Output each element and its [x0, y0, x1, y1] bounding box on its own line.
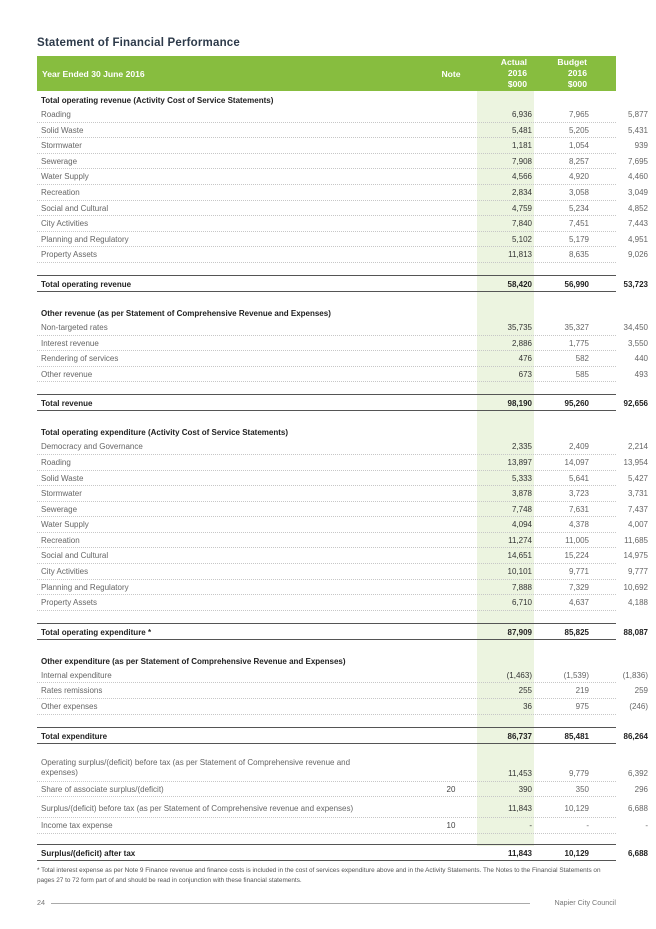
organisation-name: Napier City Council [554, 898, 616, 907]
row-value: 4,920 [568, 172, 589, 182]
row-value: 4,637 [568, 598, 589, 608]
row-value: (1,836) [622, 670, 648, 680]
row-value: 7,840 [511, 219, 532, 229]
row-value: 7,695 [627, 156, 648, 166]
row-value: 975 [575, 702, 589, 712]
row-value: 3,723 [568, 489, 589, 499]
row-label: Stormwater [41, 141, 82, 151]
row-value: 9,777 [627, 567, 648, 577]
row-label: Recreation [41, 535, 80, 545]
row-value: 5,641 [568, 473, 589, 483]
associate-surplus-row: Share of associate surplus/(deficit) 20 390 350 296 [37, 782, 616, 798]
table-row [37, 580, 648, 596]
row-label: Other expenses [41, 702, 98, 712]
row-label: Property Assets [41, 250, 98, 260]
row-value: 10,101 [507, 567, 532, 577]
row-value: 8,635 [568, 250, 589, 260]
row-label: Interest revenue [41, 338, 99, 348]
row-value: 4,759 [511, 203, 532, 213]
row-value: 7,965 [568, 110, 589, 119]
row-value: 2,886 [511, 338, 532, 348]
table-row [37, 320, 648, 336]
row-value: 11,813 [508, 250, 532, 260]
row-value: 3,049 [627, 187, 648, 197]
budget-2016-header: Budget 2016 $000 [557, 57, 587, 89]
table-row [37, 247, 648, 263]
row-label: Roading [41, 110, 71, 119]
footer-rule [51, 903, 530, 904]
table-row [37, 486, 648, 502]
row-value: 36 [523, 702, 532, 712]
row-label: Solid Waste [41, 125, 84, 135]
row-value: 582 [575, 354, 589, 364]
row-value: 5,333 [511, 473, 532, 483]
row-value: 7,748 [511, 504, 532, 514]
row-value: 13,897 [507, 457, 532, 467]
row-value: 219 [575, 686, 589, 696]
row-value: 585 [575, 369, 589, 379]
row-value: 4,094 [511, 520, 532, 530]
row-label: Solid Waste [41, 473, 84, 483]
row-value: 3,058 [568, 187, 589, 197]
row-value: 35,327 [564, 322, 589, 332]
row-value: (246) [629, 702, 648, 712]
row-label: Recreation [41, 187, 80, 197]
table-row [37, 668, 648, 684]
row-label: Sewerage [41, 504, 78, 514]
financial-table [37, 91, 648, 861]
row-label: Planning and Regulatory [41, 582, 129, 592]
row-value: 6,936 [511, 110, 532, 119]
row-value: 5,234 [568, 203, 589, 213]
footnote: * Total interest expense as per Note 9 Finance revenue and finance costs is included in the cost of services expenditure above and in the Activity Statements. The Notes to the Financial Statements on pages 27 to 72 form part of and should be read in conjunction with these financial statements. [37, 867, 601, 884]
row-value: 11,685 [624, 535, 648, 545]
row-label: Planning and Regulatory [41, 234, 129, 244]
page-footer [37, 898, 616, 910]
surplus-after-tax-row: Surplus/(deficit) after tax 11,843 10,129 6,688 [37, 844, 616, 861]
row-label: Non-targeted rates [41, 322, 108, 332]
table-row [37, 185, 648, 201]
row-value: 440 [634, 354, 648, 364]
row-value: 4,460 [627, 172, 648, 182]
table-row [37, 595, 648, 611]
row-value: 939 [634, 141, 648, 151]
row-value: 255 [518, 686, 532, 696]
row-value: 4,007 [627, 520, 648, 530]
total-row: Total expenditure 86,737 85,481 86,264 [37, 727, 616, 744]
row-label: Social and Cultural [41, 203, 109, 213]
table-row [37, 548, 648, 564]
row-label: Internal expenditure [41, 670, 112, 680]
table-row [37, 455, 648, 471]
page-title: Statement of Financial Performance [37, 37, 240, 49]
table-row [37, 533, 648, 549]
actual-2016-header: Actual 2016 $000 [500, 57, 527, 89]
row-value: 9,771 [568, 567, 589, 577]
row-value: 4,188 [627, 598, 648, 608]
row-value: 5,481 [511, 125, 532, 135]
surplus-before-tax-row: Surplus/(deficit) before tax (as per Statement of Comprehensive revenue and expenses) 11,843 10,129 6,688 [37, 797, 616, 818]
row-value: 476 [518, 354, 532, 364]
row-value: 7,888 [511, 582, 532, 592]
row-value: 11,274 [508, 535, 532, 545]
row-value: 7,437 [627, 504, 648, 514]
row-value: 7,451 [568, 219, 589, 229]
row-value: 3,550 [627, 338, 648, 348]
row-value: 14,975 [623, 551, 648, 561]
section-heading: Other revenue (as per Statement of Comprehensive Revenue and Expenses) [41, 308, 331, 318]
row-value: 5,102 [511, 234, 532, 244]
table-row [37, 154, 648, 170]
row-value: (1,539) [563, 670, 589, 680]
row-value: 259 [634, 686, 648, 696]
table-row [37, 517, 648, 533]
row-value: 2,834 [511, 187, 532, 197]
row-value: 5,205 [568, 125, 589, 135]
row-value: 673 [518, 369, 532, 379]
table-row [37, 564, 648, 580]
total-row: Total operating expenditure * 87,909 85,825 88,087 [37, 623, 616, 640]
row-value: 3,878 [511, 489, 532, 499]
table-row [37, 367, 648, 383]
actual-2015-header: Actual 2015 $000 [621, 57, 648, 89]
row-label: Water Supply [41, 172, 89, 182]
row-value: 4,378 [568, 520, 589, 530]
row-label: Stormwater [41, 489, 82, 499]
income-tax-row: Income tax expense 10 - - - [37, 818, 616, 834]
row-value: 11,005 [565, 535, 589, 545]
row-value: 7,908 [511, 156, 532, 166]
row-label: Water Supply [41, 520, 89, 530]
year-label: Year Ended 30 June 2016 [42, 69, 145, 79]
row-value: 34,450 [623, 322, 648, 332]
row-value: 4,852 [627, 203, 648, 213]
row-value: 1,054 [568, 141, 589, 151]
table-row [37, 232, 648, 248]
row-value: 8,257 [568, 156, 589, 166]
row-label: Other revenue [41, 369, 93, 379]
row-label: Social and Cultural [41, 551, 109, 561]
row-value: 3,731 [627, 489, 648, 499]
table-row [37, 502, 648, 518]
table-row [37, 439, 648, 455]
row-value: 14,651 [507, 551, 532, 561]
row-value: 5,431 [627, 125, 648, 135]
page-number: 24 [37, 898, 45, 907]
note-column-header: Note [441, 69, 461, 79]
table-row [37, 216, 648, 232]
row-value: 9,026 [627, 250, 648, 260]
table-row [37, 336, 648, 352]
table-row [37, 683, 648, 699]
row-label: City Activities [41, 219, 89, 229]
total-row: Total revenue 98,190 95,260 92,656 [37, 394, 616, 411]
table-row [37, 107, 648, 123]
row-value: 7,443 [627, 219, 648, 229]
row-value: 6,710 [511, 598, 532, 608]
total-row: Total operating revenue 58,420 56,990 53,723 [37, 275, 616, 292]
row-label: City Activities [41, 567, 89, 577]
table-row [37, 169, 648, 185]
row-label: Sewerage [41, 156, 78, 166]
row-label: Democracy and Governance [41, 442, 143, 452]
row-value: 4,566 [511, 172, 532, 182]
row-value: 35,735 [507, 322, 532, 332]
row-value: 1,181 [511, 141, 532, 151]
row-label: Roading [41, 457, 71, 467]
row-value: 1,775 [568, 338, 589, 348]
row-value: 7,329 [568, 582, 589, 592]
table-row [37, 138, 648, 154]
row-value: 15,224 [564, 551, 589, 561]
row-value: 493 [634, 369, 648, 379]
row-value: 2,409 [568, 442, 589, 452]
row-value: 14,097 [564, 457, 589, 467]
row-value: 5,179 [568, 234, 589, 244]
table-row [37, 471, 648, 487]
row-value: 7,631 [568, 504, 589, 514]
row-value: 13,954 [623, 457, 648, 467]
section-heading: Other expenditure (as per Statement of Comprehensive Revenue and Expenses) [41, 656, 346, 666]
section-heading: Total operating expenditure (Activity Cost of Service Statements) [41, 428, 289, 438]
row-value: 4,951 [627, 234, 648, 244]
row-value: 2,335 [511, 442, 532, 452]
row-value: (1,463) [506, 670, 532, 680]
row-value: 2,214 [627, 442, 648, 452]
table-header [37, 56, 648, 91]
row-value: 5,877 [627, 110, 648, 119]
row-label: Rendering of services [41, 354, 119, 364]
table-row [37, 699, 648, 715]
row-label: Rates remissions [41, 686, 103, 696]
section-heading: Total operating revenue (Activity Cost of Service Statements) [41, 96, 274, 105]
table-row [37, 351, 648, 367]
row-label: Property Assets [41, 598, 98, 608]
operating-surplus-row: Operating surplus/(deficit) before tax (as per Statement of Comprehensive revenue and expenses) 11,453 9,779 6,392 [37, 756, 616, 782]
row-value: 5,427 [627, 473, 648, 483]
table-row [37, 123, 648, 139]
row-value: 10,692 [623, 582, 648, 592]
table-row [37, 201, 648, 217]
